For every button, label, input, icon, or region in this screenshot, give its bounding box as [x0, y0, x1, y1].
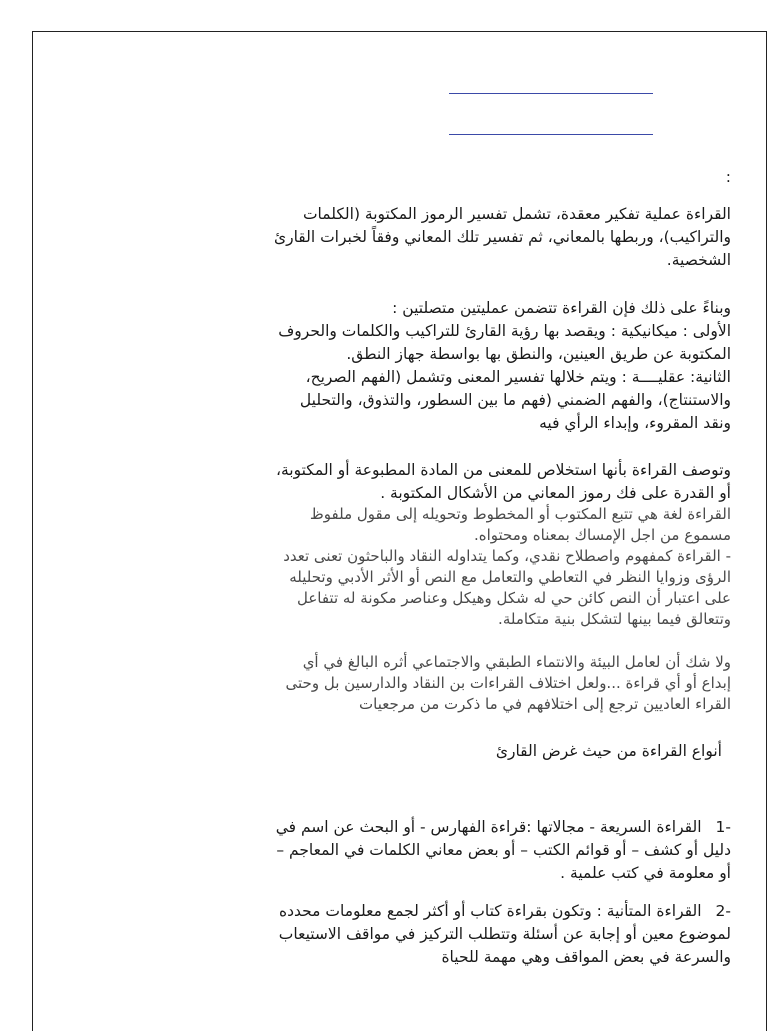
environment-paragraph: [51, 652, 731, 715]
text-line: وتوصف القراءة بأنها استخلاص للمعنى من المادة المطبوعة أو المكتوبة،: [275, 461, 731, 479]
text-line: إبداع أو أي قراءة ...ولعل اختلاف القراءات بن النقاد والدارسين بل وحتى: [285, 674, 731, 692]
types-heading: أنواع القراءة من حيث غرض القارئ: [495, 742, 722, 760]
text-line: لموضوع معين أو إجابة عن أسئلة وتتطلب التركيز في مواقف الاستيعاب: [278, 925, 731, 943]
type-item-2: [51, 900, 731, 969]
text-line: القراءة لغة هي تتبع المكتوب أو المخطوط وتحويله إلى مقول ملفوظ: [309, 505, 731, 523]
text-line: أو القدرة على فك رموز المعاني من الأشكال المكتوبة .: [380, 484, 731, 502]
document-page: [32, 31, 767, 1031]
text-line: ولا شك أن لعامل البيئة والانتماء الطبقي والاجتماعي أثره البالغ في أي: [302, 653, 731, 671]
text-line: والاستنتاج)، والفهم الضمني (فهم ما بين السطور، والتذوق، والتحليل: [299, 391, 731, 409]
text-line: القراءة عملية تفكير معقدة، تشمل تفسير الرموز المكتوبة (الكلمات: [302, 205, 731, 223]
text-line: - القراءة كمفهوم واصطلاح نقدي، وكما يتداوله النقاد والباحثون تعنى تعدد: [283, 547, 731, 565]
type-item-1: [51, 816, 731, 885]
text-line: وبناءً على ذلك فإن القراءة تتضمن عمليتين متصلتين :: [392, 299, 731, 317]
item-first-line: القراءة السريعة - مجالاتها :قراءة الفهارس - أو البحث عن اسم في: [275, 818, 702, 836]
item-number: -2: [715, 902, 731, 920]
notes-paragraph: [51, 504, 731, 630]
text-line: والسرعة في بعض المواقف وهي مهمة للحياة: [441, 948, 731, 966]
text-line: على اعتبار أن النص كائن حي له شكل وهيكل وعناصر مكونة له تتفاعل: [296, 589, 731, 607]
title-underline: [449, 93, 653, 94]
intro-paragraph: [51, 203, 731, 272]
text-line: الأولى : ميكانيكية : ويقصد بها رؤية القارئ للتراكيب والكلمات والحروف: [278, 322, 731, 340]
text-line: [51, 816, 731, 839]
text-line: [51, 900, 731, 923]
description-paragraph: [51, 459, 731, 505]
subtitle-underline: [449, 134, 653, 135]
text-line: ونقد المقروء، وإبداء الرأي فيه: [539, 414, 731, 432]
text-line: المكتوبة عن طريق العينين، والنطق بها بواسطة جهاز النطق.: [346, 345, 731, 363]
text-line: القراء العاديين ترجع إلى اختلافهم في ما ذكرت من مرجعيات: [359, 695, 731, 713]
text-line: الرؤى وزوايا النظر في التعاطي والتعامل مع النص أو الأثر الأدبي وتحليله: [289, 568, 731, 586]
item-first-line: القراءة المتأنية : وتكون بقراءة كتاب أو أكثر لجمع معلومات محدده: [279, 902, 702, 920]
text-line: والتراكيب)، وربطها بالمعاني، ثم تفسير تلك المعاني وفقاً لخبرات القارئ: [273, 228, 731, 246]
text-line: وتتعالق فيما بينها لتشكل بنية متكاملة.: [498, 610, 731, 628]
text-line: أو معلومة في كتب علمية .: [560, 864, 731, 882]
text-line: مسموع من اجل الإمساك بمعناه ومحتواه.: [473, 526, 731, 544]
text-line: دليل أو كشف – أو قوائم الكتب – أو بعض معاني الكلمات في المعاجم –: [276, 841, 731, 859]
text-line: الثانية: عقليــــة : ويتم خلالها تفسير المعنى وتشمل (الفهم الصريح،: [305, 368, 731, 386]
processes-paragraph: [51, 297, 731, 435]
colon-mark: :: [725, 168, 731, 186]
item-number: -1: [715, 818, 731, 836]
text-line: الشخصية.: [666, 251, 731, 269]
